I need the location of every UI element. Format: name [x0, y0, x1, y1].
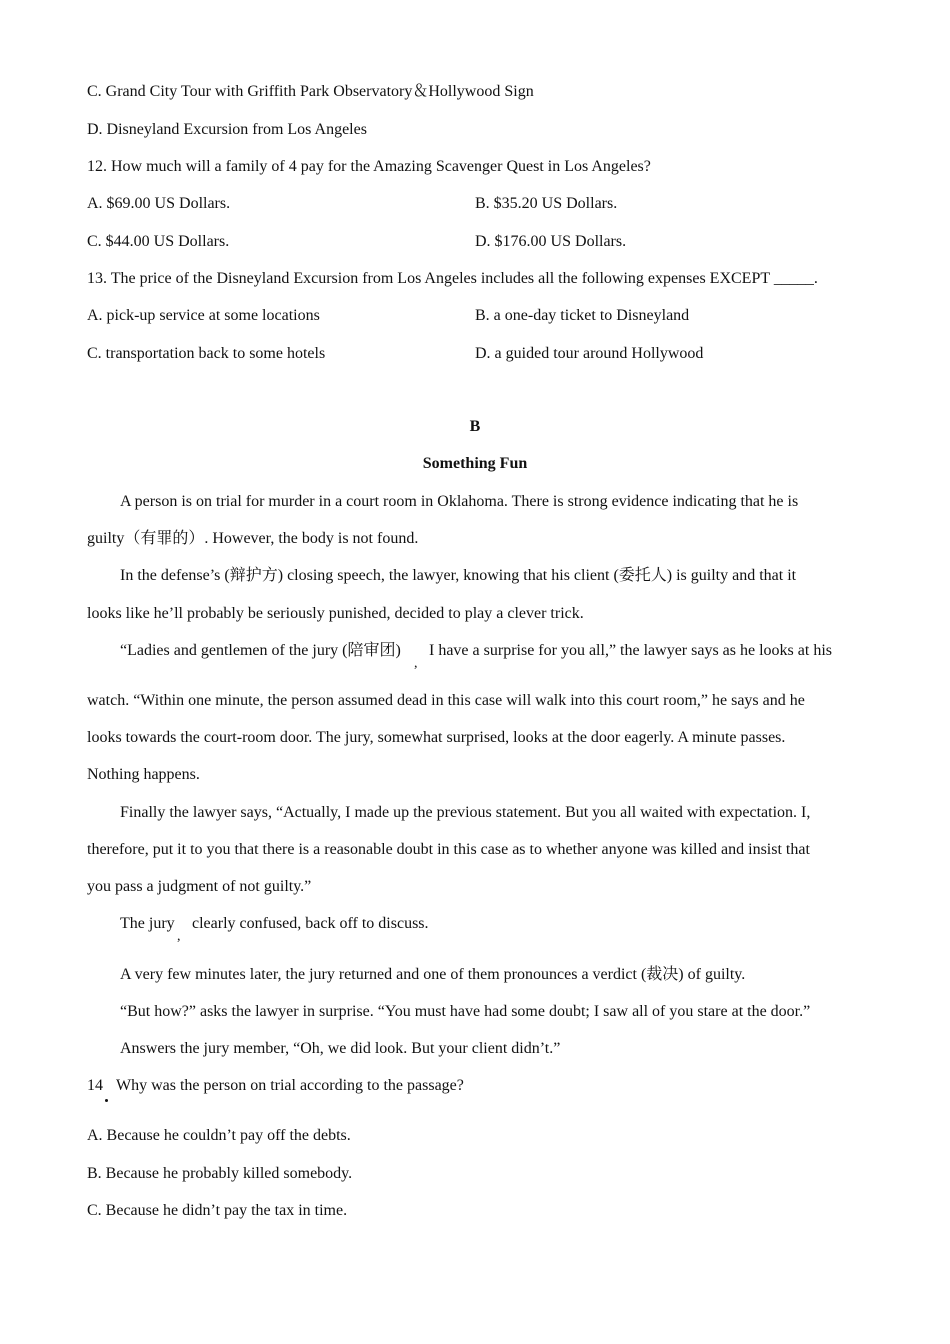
q13-stem: 13. The price of the Disneyland Excursion from Los Angeles includes all the following expenses EXCEPT _____.	[87, 270, 818, 287]
q14-option-c: C. Because he didn’t pay the tax in time.	[87, 1202, 348, 1219]
passage-p1-line2: guilty（有罪的）. However, the body is not found.	[87, 530, 419, 547]
passage-p4-line2: therefore, put it to you that there is a reasonable doubt in this case as to whether anyone was killed and insist that	[87, 841, 810, 858]
section-letter: B	[469, 418, 481, 435]
passage-p3-line1b: I have a surprise for you all,” the lawyer says as he looks at his	[429, 642, 832, 659]
passage-p3-line2: watch. “Within one minute, the person assumed dead in this case will walk into this court room,” he says and he	[87, 692, 805, 709]
q14-number-dot	[105, 1099, 108, 1102]
passage-p3-line1a: “Ladies and gentlemen of the jury (陪审团)	[120, 642, 401, 659]
q13-option-d: D. a guided tour around Hollywood	[475, 345, 704, 362]
passage-p1-line1: A person is on trial for murder in a court room in Oklahoma. There is strong evidence indicating that he is	[120, 493, 799, 510]
q13-option-c: C. transportation back to some hotels	[87, 345, 326, 362]
passage-p7: “But how?” asks the lawyer in surprise. “You must have had some doubt; I saw all of you stare at the door.”	[120, 1003, 811, 1020]
passage-p5-part1: The jury	[120, 915, 175, 932]
q14-option-a: A. Because he couldn’t pay off the debts.	[87, 1127, 351, 1144]
q14-number: 14	[87, 1077, 103, 1094]
q12-stem: 12. How much will a family of 4 pay for the Amazing Scavenger Quest in Los Angeles?	[87, 158, 651, 175]
q11-option-d: D. Disneyland Excursion from Los Angeles	[87, 121, 367, 138]
passage-p8: Answers the jury member, “Oh, we did look. But your client didn’t.”	[120, 1040, 561, 1057]
q12-option-c: C. $44.00 US Dollars.	[87, 233, 230, 250]
passage-p3-line4: Nothing happens.	[87, 766, 200, 783]
passage-p3-comma: ,	[414, 656, 418, 671]
passage-p6: A very few minutes later, the jury returned and one of them pronounces a verdict (裁决) of guilty.	[120, 966, 746, 983]
q11-option-c: C. Grand City Tour with Griffith Park Observatory＆Hollywood Sign	[87, 83, 534, 100]
passage-p5-comma: ,	[177, 929, 181, 944]
passage-p4-line1: Finally the lawyer says, “Actually, I made up the previous statement. But you all waited with expectation. I,	[120, 804, 811, 821]
passage-p5-part2: clearly confused, back off to discuss.	[192, 915, 429, 932]
passage-p2-line1: In the defense’s (辩护方) closing speech, the lawyer, knowing that his client (委托人) is guilty and that it	[120, 567, 797, 584]
q14-option-b: B. Because he probably killed somebody.	[87, 1165, 353, 1182]
q13-option-a: A. pick-up service at some locations	[87, 307, 320, 324]
q14-stem: Why was the person on trial according to the passage?	[116, 1077, 464, 1094]
q12-option-d: D. $176.00 US Dollars.	[475, 233, 627, 250]
q13-option-b: B. a one-day ticket to Disneyland	[475, 307, 690, 324]
passage-title: Something Fun	[422, 455, 528, 472]
passage-p2-line2: looks like he’ll probably be seriously punished, decided to play a clever trick.	[87, 605, 584, 622]
passage-p3-line3: looks towards the court-room door. The jury, somewhat surprised, looks at the door eagerly. A minute passes.	[87, 729, 786, 746]
passage-p4-line3: you pass a judgment of not guilty.”	[87, 878, 312, 895]
q12-option-b: B. $35.20 US Dollars.	[475, 195, 618, 212]
q12-option-a: A. $69.00 US Dollars.	[87, 195, 231, 212]
